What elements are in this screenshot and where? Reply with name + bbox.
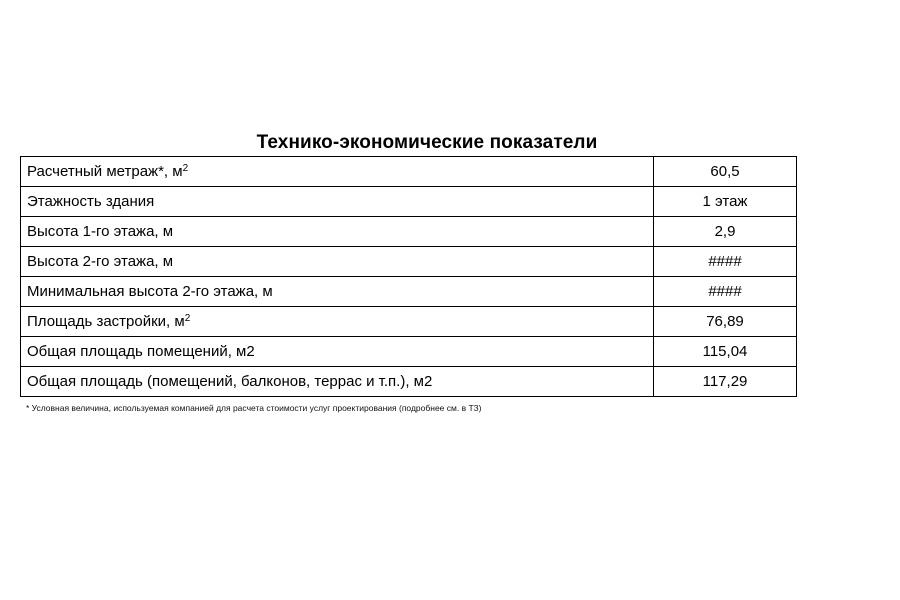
indicator-value: 2,9: [654, 217, 797, 247]
indicator-name: Высота 1-го этажа, м: [27, 223, 174, 240]
indicator-name: Общая площадь (помещений, балконов, террас и т.п.), м2: [27, 373, 433, 390]
indicator-value: 76,89: [654, 307, 797, 337]
indicators-sheet: [20, 130, 796, 413]
indicator-name-cell: [21, 367, 654, 397]
indicator-name-cell: [21, 337, 654, 367]
indicator-value: 117,29: [654, 367, 797, 397]
superscript: 2: [184, 313, 191, 324]
table-row: [21, 247, 797, 277]
indicator-name-cell: [21, 247, 654, 277]
indicators-table: [20, 156, 797, 397]
table-row: [21, 367, 797, 397]
table-row: [21, 277, 797, 307]
superscript: 2: [182, 163, 189, 174]
indicator-name-cell: [21, 307, 654, 337]
indicator-value: 1 этаж: [654, 187, 797, 217]
indicator-value: ####: [654, 247, 797, 277]
indicator-name-cell: [21, 157, 654, 187]
indicator-value: ####: [654, 277, 797, 307]
indicator-name-cell: [21, 277, 654, 307]
indicator-name: Площадь застройки, м: [27, 313, 185, 330]
indicator-value: 60,5: [654, 157, 797, 187]
indicator-name: Высота 2-го этажа, м: [27, 253, 174, 270]
table-row: [21, 337, 797, 367]
indicator-name: Расчетный метраж*, м: [27, 163, 183, 180]
indicator-value: 115,04: [654, 337, 797, 367]
indicator-name: Минимальная высота 2-го этажа, м: [27, 283, 273, 300]
indicator-name-cell: [21, 217, 654, 247]
indicator-name-cell: [21, 187, 654, 217]
table-row: [21, 217, 797, 247]
indicator-name: Общая площадь помещений, м2: [27, 343, 255, 360]
table-row: [21, 187, 797, 217]
table-row: [21, 157, 797, 187]
table-row: [21, 307, 797, 337]
table-title: Технико-экономические показатели: [256, 132, 598, 153]
footnote: * Условная величина, используемая компанией для расчета стоимости услуг проектирования (подробнее см. в ТЗ): [26, 403, 482, 413]
indicator-name: Этажность здания: [27, 193, 155, 210]
